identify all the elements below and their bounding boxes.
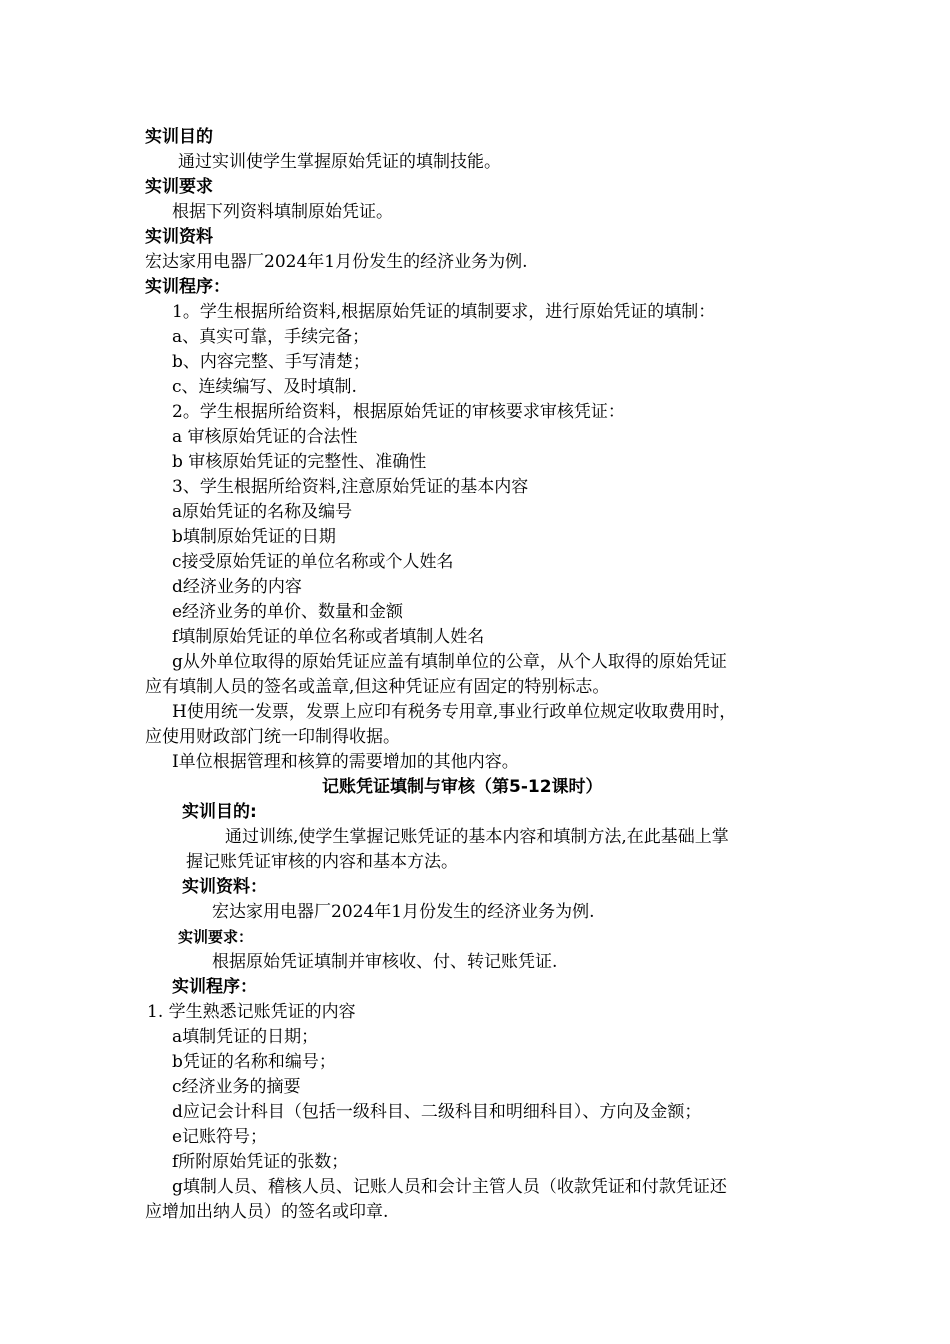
procedure-line: c、连续编写、及时填制. [172,377,357,397]
procedure-line: a原始凭证的名称及编号 [172,502,353,522]
heading-procedure: 实训程序： [145,277,230,297]
procedure-line-2: g填制人员、稽核人员、记账人员和会计主管人员（收款凭证和付款凭证还 [172,1177,727,1197]
procedure-line: 应有填制人员的签名或盖章,但这种凭证应有固定的特别标志。 [145,677,610,697]
procedure-line: 3、学生根据所给资料,注意原始凭证的基本内容 [172,477,529,497]
procedure-line: c接受原始凭证的单位名称或个人姓名 [172,552,454,572]
procedure-line: b填制原始凭证的日期 [172,527,336,547]
heading-materials-2: 实训资料： [182,877,267,897]
purpose-text-2b: 握记账凭证审核的内容和基本方法。 [186,852,458,872]
heading-materials: 实训资料 [145,227,213,247]
materials-text-2: 宏达家用电器厂2024年1月份发生的经济业务为例. [212,902,595,922]
procedure-line: g从外单位取得的原始凭证应盖有填制单位的公章，从个人取得的原始凭证 [172,652,727,672]
procedure-line-2: 1. 学生熟悉记账凭证的内容 [147,1002,356,1022]
procedure-line: b 审核原始凭证的完整性、准确性 [172,452,427,472]
heading-purpose-2: 实训目的: [182,802,257,822]
procedure-line-2: c经济业务的摘要 [172,1077,301,1097]
heading-purpose: 实训目的 [145,127,213,147]
heading-requirements: 实训要求 [145,177,213,197]
heading-procedure-2: 实训程序： [172,977,257,997]
procedure-line: a、真实可靠，手续完备； [172,327,370,347]
procedure-line-2: e记账符号； [172,1127,268,1147]
procedure-line-2: d应记会计科目（包括一级科目、二级科目和明细科目）、方向及金额； [172,1102,702,1122]
procedure-line-2: a填制凭证的日期； [172,1027,319,1047]
procedure-line: 2。学生根据所给资料，根据原始凭证的审核要求审核凭证： [172,402,625,422]
procedure-line: d经济业务的内容 [172,577,302,597]
procedure-line-2: b凭证的名称和编号； [172,1052,336,1072]
purpose-text-2a: 通过训练,使学生掌握记账凭证的基本内容和填制方法,在此基础上掌 [225,827,729,847]
procedure-line: f填制原始凭证的单位名称或者填制人姓名 [172,627,485,647]
procedure-line: e经济业务的单价、数量和金额 [172,602,404,622]
heading-requirements-2: 实训要求： [178,928,254,946]
procedure-line-2: f所附原始凭证的张数； [172,1152,349,1172]
requirements-text-2: 根据原始凭证填制并审核收、付、转记账凭证. [212,952,558,972]
procedure-line: H使用统一发票，发票上应印有税务专用章,事业行政单位规定收取费用时， [172,702,737,722]
section-title: 记账凭证填制与审核（第5-12课时） [322,777,603,797]
procedure-line: a 审核原始凭证的合法性 [172,427,358,447]
procedure-line-2: 应增加出纳人员）的签名或印章. [145,1202,389,1222]
procedure-line: b、内容完整、手写清楚； [172,352,370,372]
procedure-line: 应使用财政部门统一印制得收据。 [145,727,400,747]
procedure-line: 1。学生根据所给资料,根据原始凭证的填制要求，进行原始凭证的填制： [172,302,716,322]
materials-text: 宏达家用电器厂2024年1月份发生的经济业务为例. [145,252,528,272]
purpose-text: 通过实训使学生掌握原始凭证的填制技能。 [178,152,501,172]
requirements-text: 根据下列资料填制原始凭证。 [172,202,393,222]
procedure-line: I单位根据管理和核算的需要增加的其他内容。 [172,752,519,772]
